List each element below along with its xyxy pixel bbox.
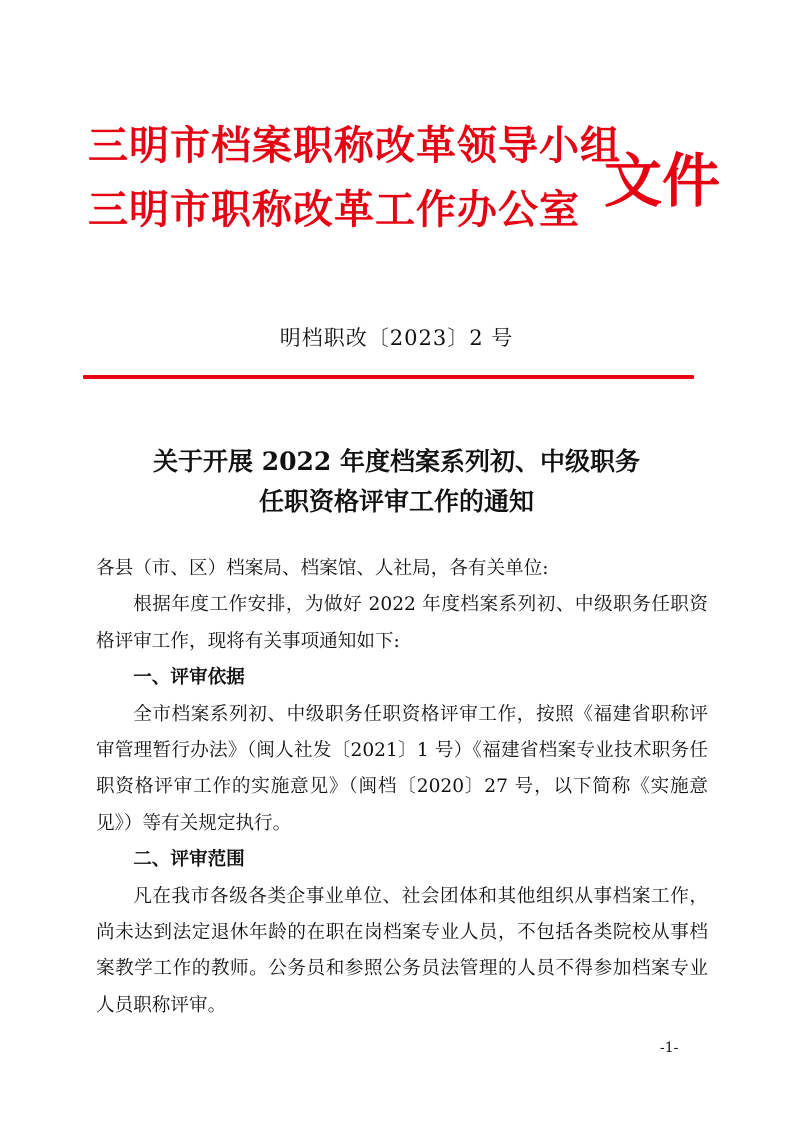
title-line-2: 任职资格评审工作的通知 [258, 487, 534, 516]
section-1-paragraph: 全市档案系列初、中级职务任职资格评审工作，按照《福建省职称评审管理暂行办法》（闽人社发〔2021〕1 号）《福建省档案专业技术职务任职资格评审工作的实施意见》（闽档〔2020〕27 号，以下简称《实施意见》）等有关规定执行。 [96, 703, 708, 834]
document-number: 明档职改〔2023〕2 号 [279, 326, 514, 350]
document-title [0, 442, 793, 522]
issuing-org-line-2: 三明市职称改革工作办公室 [88, 186, 580, 233]
red-divider-line [83, 375, 694, 379]
document-body [96, 551, 708, 1024]
document-suffix: 文件 [604, 147, 721, 215]
page-number: -1- [660, 1040, 679, 1056]
title-line-1: 关于开展 2022 年度档案系列初、中级职务 [153, 447, 640, 476]
document-header [88, 112, 721, 252]
issuing-org-line-1: 三明市档案职称改革领导小组 [88, 122, 621, 169]
section-1-heading: 一、评审依据 [133, 667, 245, 689]
section-2-heading: 二、评审范围 [133, 849, 245, 871]
intro-paragraph: 根据年度工作安排，为做好 2022 年度档案系列初、中级职务任职资格评审工作，现将有关事项通知如下: [96, 594, 708, 652]
section-2-paragraph: 凡在我市各级各类企事业单位、社会团体和其他组织从事档案工作，尚未达到法定退休年龄的在职在岗档案专业人员，不包括各类院校从事档案教学工作的教师。公务员和参照公务员法管理的人员不得参加档案专业人员职称评审。 [96, 885, 708, 1016]
salutation: 各县（市、区）档案局、档案馆、人社局，各有关单位: [96, 558, 549, 579]
